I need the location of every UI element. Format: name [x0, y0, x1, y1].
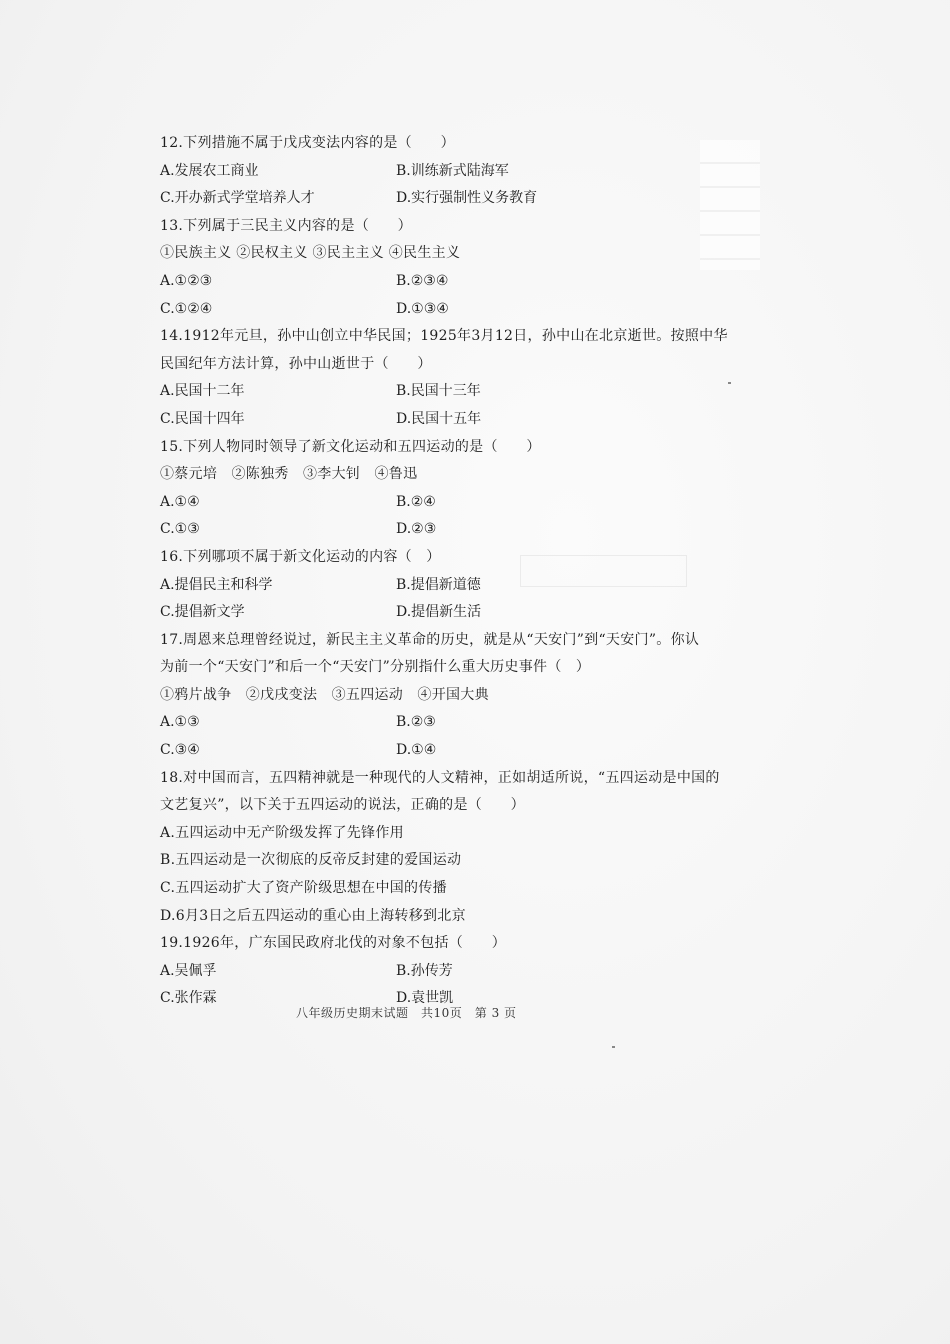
question-text: 16.下列哪项不属于新文化运动的内容（ ）: [160, 548, 441, 565]
answer-option: A.吴佩孚: [160, 962, 217, 979]
question-block: [160, 323, 760, 433]
question-text: 14.1912年元旦，孙中山创立中华民国；1925年3月12日，孙中山在北京逝世。按照中华: [160, 328, 728, 345]
question-text: 13.下列属于三民主义内容的是（ ）: [160, 217, 412, 234]
question-text: B.五四运动是一次彻底的反帝反封建的爱国运动: [160, 852, 462, 869]
answer-option: A.民国十二年: [160, 383, 245, 400]
option-row: [160, 268, 760, 296]
question-block: [160, 627, 760, 765]
option-row: [160, 406, 760, 434]
answer-option: A.①③: [160, 714, 200, 731]
option-row: [160, 599, 760, 627]
scan-speck: [612, 1046, 615, 1048]
answer-option: A.发展农工商业: [160, 162, 259, 179]
question-text: A.五四运动中无产阶级发挥了先锋作用: [160, 824, 404, 841]
answer-option: D.提倡新生活: [396, 604, 482, 621]
answer-option: C.张作霖: [160, 990, 217, 1007]
question-text: ①鸦片战争 ②戊戌变法 ③五四运动 ④开国大典: [160, 686, 489, 703]
question-list: [160, 130, 760, 1013]
answer-option: A.提倡民主和科学: [160, 576, 273, 593]
question-text: 民国纪年方法计算，孙中山逝世于（ ）: [160, 355, 432, 372]
option-row: [160, 296, 760, 324]
answer-option: A.①④: [160, 493, 200, 510]
question-block: [160, 434, 760, 544]
answer-option: B.训练新式陆海军: [396, 162, 509, 179]
option-row: [160, 737, 760, 765]
answer-option: B.②④: [396, 493, 436, 510]
answer-option: D.①④: [396, 742, 437, 759]
question-text: 18.对中国而言，五四精神就是一种现代的人文精神，正如胡适所说，“五四运动是中国的: [160, 769, 720, 786]
question-block: [160, 930, 760, 1013]
question-text: 文艺复兴”，以下关于五四运动的说法，正确的是（ ）: [160, 797, 525, 814]
option-row: [160, 516, 760, 544]
answer-option: D.①③④: [396, 300, 449, 317]
question-block: [160, 130, 760, 213]
answer-option: C.民国十四年: [160, 410, 245, 427]
answer-option: B.②③: [396, 714, 436, 731]
option-row: [160, 185, 760, 213]
option-row: [160, 709, 760, 737]
question-text: 为前一个“天安门”和后一个“天安门”分别指什么重大历史事件（ ）: [160, 659, 591, 676]
answer-option: D.②③: [396, 521, 437, 538]
answer-option: A.①②③: [160, 272, 213, 289]
question-text: 19.1926年，广东国民政府北伐的对象不包括（ ）: [160, 935, 506, 952]
answer-option: B.提倡新道德: [396, 576, 481, 593]
answer-option: C.提倡新文学: [160, 604, 245, 621]
answer-option: D.袁世凯: [396, 990, 454, 1007]
question-block: [160, 213, 760, 323]
answer-option: C.③④: [160, 742, 200, 759]
question-text: 17.周恩来总理曾经说过，新民主主义革命的历史，就是从“天安门”到“天安门”。你认: [160, 631, 700, 648]
answer-option: C.开办新式学堂培养人才: [160, 190, 315, 207]
answer-option: B.孙传芳: [396, 962, 453, 979]
option-row: [160, 158, 760, 186]
answer-option: D.民国十五年: [396, 410, 482, 427]
question-text: C.五四运动扩大了资产阶级思想在中国的传播: [160, 880, 447, 897]
page-footer: 八年级历史期末试题 共10页 第 3 页: [296, 1006, 517, 1020]
answer-option: B.民国十三年: [396, 383, 481, 400]
answer-option: C.①③: [160, 521, 200, 538]
question-block: [160, 544, 760, 627]
option-row: [160, 572, 760, 600]
question-text: 12.下列措施不属于戊戌变法内容的是（ ）: [160, 135, 455, 151]
option-row: [160, 489, 760, 517]
answer-option: B.②③④: [396, 272, 449, 289]
option-row: [160, 958, 760, 986]
answer-option: D.实行强制性义务教育: [396, 190, 538, 207]
question-text: ①民族主义 ②民权主义 ③民主主义 ④民生主义: [160, 245, 461, 262]
option-row: [160, 378, 760, 406]
question-block: [160, 765, 760, 931]
question-text: 15.下列人物同时领导了新文化运动和五四运动的是（ ）: [160, 438, 541, 455]
question-text: ①蔡元培 ②陈独秀 ③李大钊 ④鲁迅: [160, 466, 418, 483]
question-text: D.6月3日之后五四运动的重心由上海转移到北京: [160, 907, 466, 924]
answer-option: C.①②④: [160, 300, 213, 317]
